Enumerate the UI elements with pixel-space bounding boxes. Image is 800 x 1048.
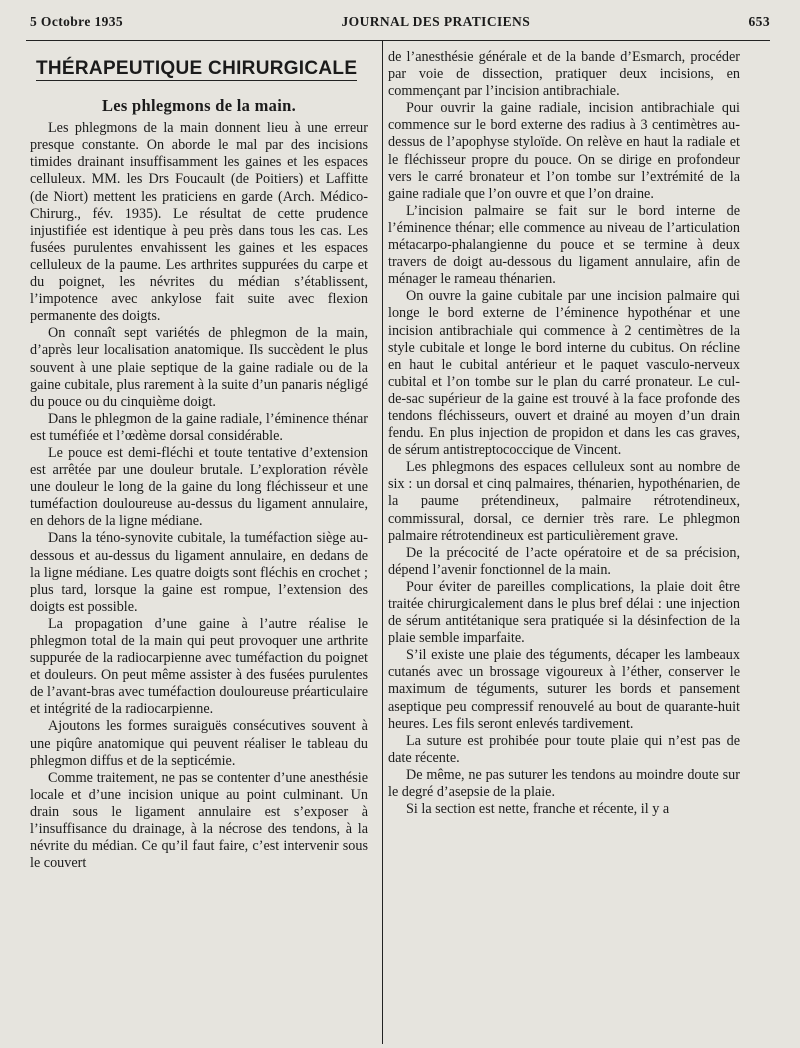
- paragraph: On ouvre la gaine cubitale par une incision palmaire qui longe le bord externe de l’éminence hypothénar et une incision antibrachiale qui commence à 2 centimètres de la style cubitale et longe le bord interne du cubitus. On récline en haut le cubital antérieur et le paquet vasculo-nerveux cubital et l’on tombe sur le plan du carré pronateur. Le cul-de-sac supérieur de la gaine est trouvé à la face profonde des tendons fléchisseurs, ouvert et drainé au moyen d’un drain fendu. En plus injection de propidon et dans les cas graves, de sérum antistreptococcique de Vincent.: [388, 288, 740, 459]
- paragraph: Ajoutons les formes suraiguës consécutives souvent à une piqûre anatomique qui peuvent réaliser le tableau du phlegmon diffus et de la septicémie.: [30, 718, 368, 769]
- left-column: [30, 46, 368, 872]
- header-date: 5 Octobre 1935: [30, 14, 124, 29]
- paragraph: On connaît sept variétés de phlegmon de la main, d’après leur localisation anatomique. Ils succèdent le plus souvent à une plaie septique de la gaine radiale ou de la gaine cubitale, plus rarement à la suite d’un panaris négligé du pouce ou du cinquième doigt.: [30, 325, 368, 410]
- paragraph: Le pouce est demi-fléchi et toute tentative d’extension est arrêtée par une douleur brutale. L’exploration révèle une douleur le long de la gaine du long fléchisseur et une tuméfaction douloureuse au-dessus du ligament annulaire, en dehors de la ligne médiane.: [30, 444, 368, 530]
- paragraph: Les phlegmons de la main donnent lieu à une erreur presque constante. On aborde le mal par des incisions timides drainant insuffisamment les gaines et les espaces celluleux. MM. les Drs Foucault (de Poitiers) et Laffitte (de Niort) mettent les praticiens en garde (Arch. Médico-Chirurg., fév. 1935). Le résultat de cette prudence injustifiée est identique à peu près dans tous les cas. Les fusées purulentes envahissent les gaines et les espaces celluleux de la paume. Les arthrites suppurées du carpe et du poignet, les névrites du médian s’établissent, l’impotence avec ankylose fait suite avec flexion permanente des doigts.: [30, 120, 368, 325]
- header-page-number: 653: [748, 14, 770, 29]
- paragraph-continued: de l’anesthésie générale et de la bande d’Esmarch, procéder par voie de dissection, pratiquer deux incisions, en commençant par l’incision antibrachiale.: [388, 49, 740, 100]
- paragraph: Pour éviter de pareilles complications, la plaie doit être traitée chirurgicalement dans le plus bref délai : une injection de sérum antitétanique sera pratiquée si la désinfection de la plaie semble imparfaite.: [388, 578, 740, 647]
- paragraph: De la précocité de l’acte opératoire et de sa précision, dépend l’avenir fonctionnel de la main.: [388, 544, 740, 578]
- right-column: [388, 49, 740, 818]
- paragraph: Si la section est nette, franche et récente, il y a: [406, 801, 670, 818]
- column-divider: [382, 41, 383, 1044]
- paragraph: Comme traitement, ne pas se contenter d’une anesthésie locale et d’une incision unique au point culminant. Un drain sous le ligament annulaire est s’exposer à l’insuffisance du drainage, à la nécrose des tendons, à la névrite du médian. Ce qu’il faut faire, c’est intervenir sous le couvert: [30, 769, 368, 872]
- page-header: [30, 14, 770, 36]
- section-title: THÉRAPEUTIQUE CHIRURGICALE: [36, 60, 357, 81]
- paragraph: Les phlegmons des espaces celluleux sont au nombre de six : un dorsal et cinq palmaires, thénarien, hypothénarien, de la paume prétendineux, palmaire rétrotendineux, commissural, dorsal, ce dernier très rare. Le phlegmon palmaire rétrotendineux est particulièrement grave.: [388, 459, 740, 544]
- header-rule: [26, 40, 770, 41]
- paragraph: S’il existe une plaie des téguments, décaper les lambeaux cutanés avec un brossage vigoureux à l’éther, conserver le maximum de téguments, suturer les bords et pansement aseptique peu compressif renouvelé au bout de quarante-huit heures. Les fils seront enlevés tardivement.: [388, 647, 740, 732]
- paragraph: Pour ouvrir la gaine radiale, incision antibrachiale qui commence sur le bord externe des radius à 3 centimètres au-dessus de l’apophyse styloïde. On relève en haut la radiale et le fléchisseur propre du pouce. On se dirige en profondeur vers le carré bronateur et l’on tombe sur l’extrémité de la gaine radiale que l’on ouvre et que l’on draine.: [388, 100, 740, 202]
- paragraph: La propagation d’une gaine à l’autre réalise le phlegmon total de la main qui peut provoquer une arthrite suppurée de la radiocarpienne avec tuméfaction du poignet et douleurs. On peut même assister à des fusées purulentes de l’avant-bras avec tuméfaction douloureuse préarticulaire et intégrité de la radiocarpienne.: [30, 615, 368, 718]
- header-journal-title: JOURNAL DES PRATICIENS: [341, 14, 531, 29]
- article-title: Les phlegmons de la main.: [101, 96, 297, 116]
- paragraph: Dans la téno-synovite cubitale, la tuméfaction siège au-dessous et au-dessus du ligament annulaire, en dedans de la ligne médiane. Les quatre doigts sont fléchis en crochet ; plus tard, lorsque la gaine est rompue, l’extension des doigts est possible.: [30, 530, 368, 615]
- paragraph: Dans le phlegmon de la gaine radiale, l’éminence thénar est tuméfiée et l’œdème dorsal considérable.: [30, 410, 368, 444]
- paragraph: De même, ne pas suturer les tendons au moindre doute sur le degré d’asepsie de la plaie.: [388, 766, 740, 801]
- paragraph: L’incision palmaire se fait sur le bord interne de l’éminence thénar; elle commence au niveau de l’articulation métacarpo-phalangienne du pouce et se termine à deux travers de doigt au-dessous du ligament annulaire, afin de ménager le rameau thénarien.: [388, 202, 740, 288]
- paragraph: La suture est prohibée pour toute plaie qui n’est pas de date récente.: [388, 732, 740, 766]
